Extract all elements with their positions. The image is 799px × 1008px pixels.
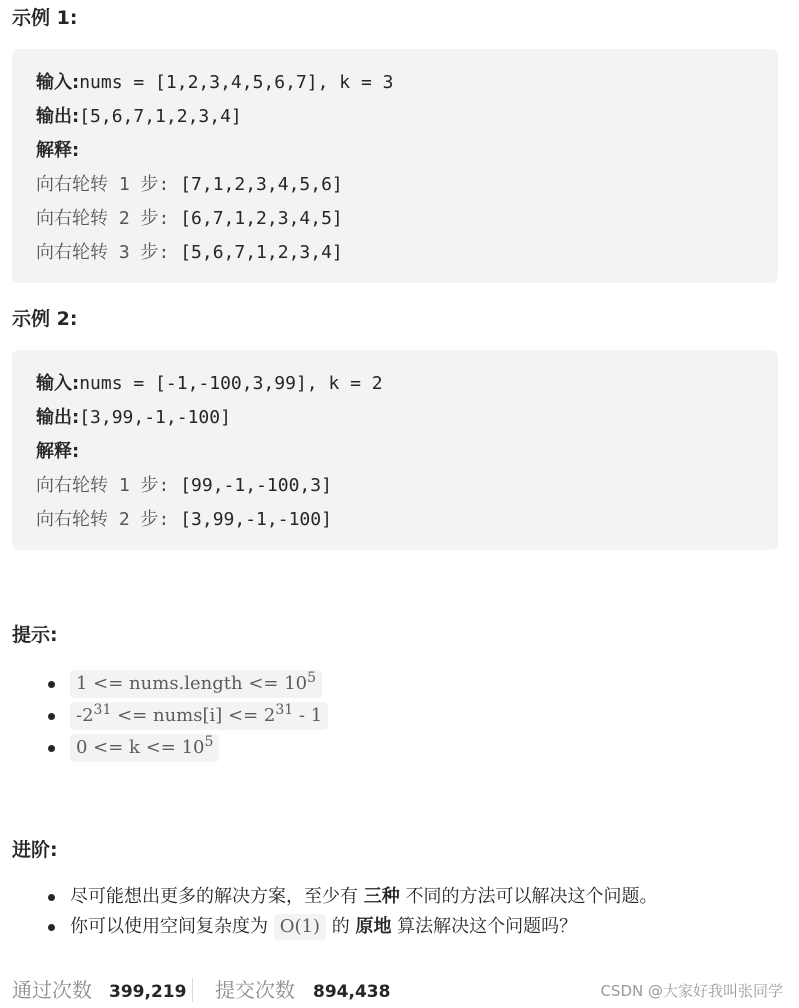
advanced-strong: 原地 [355,916,392,937]
hints-list [12,668,328,764]
input-label: 输入: [36,72,80,93]
hint-text: 0 <= k <= 10 [76,737,205,758]
step-value: [99,-1,-100,3] [180,475,332,496]
stats-footer [12,975,787,1005]
example1-heading: 示例 1: [12,7,78,29]
step-value: [6,7,1,2,3,4,5] [180,208,343,229]
hint-text: - 1 [293,705,323,726]
step-prefix: 向右轮转 1 步: [36,475,170,496]
advanced-item [12,912,657,942]
step-value: [3,99,-1,-100] [180,509,332,530]
hint-item [12,668,328,700]
hint-text: <= nums[i] <= 2 [111,705,276,726]
passed-value: 399,219 [109,982,187,1002]
advanced-text: 的 [326,916,356,937]
bullet-dot [48,894,55,901]
hint-item [12,732,328,764]
bullet-dot [48,713,55,720]
example2-step-line [36,469,778,503]
hint-code [70,734,219,762]
example2-explain-line [36,435,778,469]
example1-step-line [36,202,778,236]
step-prefix: 向右轮转 2 步: [36,208,170,229]
explain-label: 解释: [36,441,80,462]
advanced-heading: 进阶: [12,839,58,861]
step-value: [7,1,2,3,4,5,6] [180,174,343,195]
advanced-strong: 三种 [363,886,400,907]
hint-code [70,670,322,698]
hint-exponent: 31 [93,702,112,718]
advanced-list [12,882,657,942]
advanced-text: 你可以使用空间复杂度为 [70,916,274,937]
bullet-dot [48,924,55,931]
example1-explain-line [36,134,778,168]
output-value: [3,99,-1,-100] [79,407,231,428]
input-value: nums = [-1,-100,3,99], k = 2 [79,373,383,394]
submitted-label: 提交次数 [215,978,295,1002]
output-value: [5,6,7,1,2,3,4] [79,106,242,127]
step-prefix: 向右轮转 1 步: [36,174,170,195]
output-label: 输出: [36,407,80,428]
input-label: 输入: [36,373,80,394]
advanced-text: 不同的方法可以解决这个问题。 [399,886,658,907]
example1-code-block [12,49,778,283]
csdn-watermark: CSDN @大家好我叫张同学 [600,982,783,1000]
hint-exponent: 31 [275,702,294,718]
step-value: [5,6,7,1,2,3,4] [180,242,343,263]
passed-label: 通过次数 [12,978,92,1002]
example2-input-line [36,367,778,401]
hints-heading: 提示: [12,624,58,646]
example2-output-line [36,401,778,435]
submitted-value: 894,438 [313,982,391,1002]
hint-item [12,700,328,732]
example1-output-line [36,100,778,134]
example1-input-line [36,66,778,100]
advanced-text: 尽可能想出更多的解决方案，至少有 [70,886,364,907]
hint-text: 1 <= nums.length <= 10 [76,673,308,694]
hint-text: -2 [76,705,94,726]
inline-code: O(1) [274,914,326,940]
hint-exponent: 5 [307,670,317,686]
advanced-item [12,882,657,912]
explain-label: 解释: [36,140,80,161]
input-value: nums = [1,2,3,4,5,6,7], k = 3 [79,72,394,93]
hint-exponent: 5 [204,734,214,750]
output-label: 输出: [36,106,80,127]
step-prefix: 向右轮转 3 步: [36,242,170,263]
step-prefix: 向右轮转 2 步: [36,509,170,530]
example2-heading: 示例 2: [12,308,78,330]
example2-code-block [12,350,778,550]
footer-divider [192,978,193,1002]
example1-step-line [36,236,778,270]
example1-step-line [36,168,778,202]
hint-code [70,702,328,730]
advanced-text: 算法解决这个问题吗？ [391,916,578,937]
example2-step-line [36,503,778,537]
bullet-dot [48,681,55,688]
bullet-dot [48,745,55,752]
